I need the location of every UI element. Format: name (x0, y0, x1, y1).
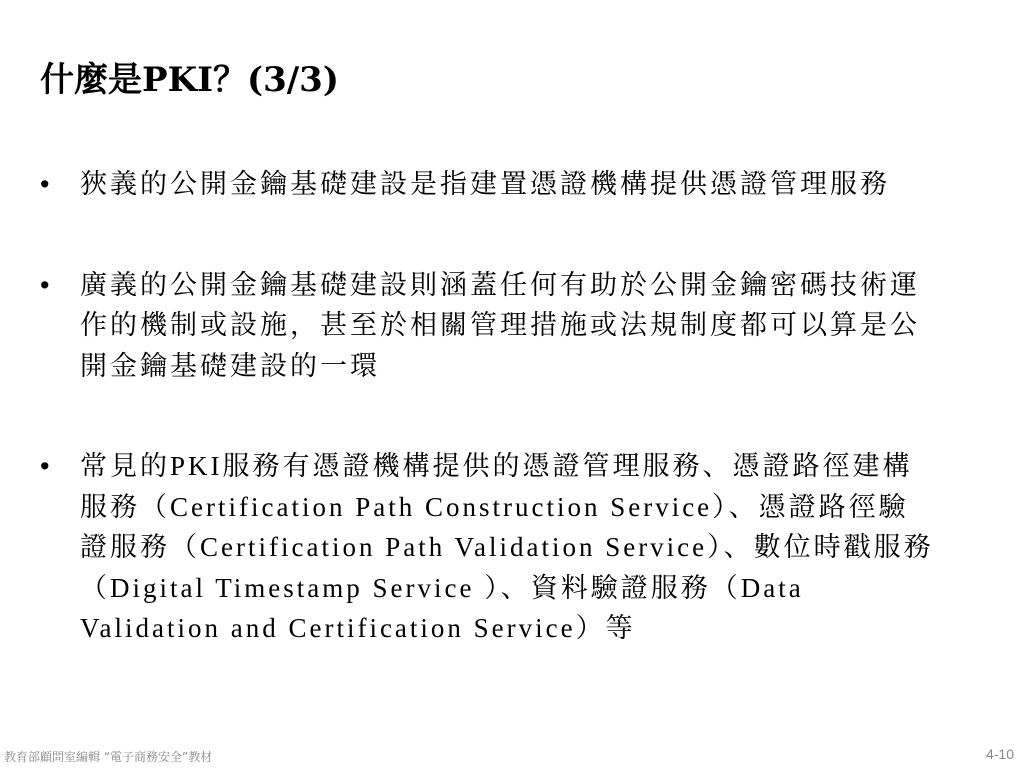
bullet-text: 常見的PKI服務有憑證機構提供的憑證管理服務、憑證路徑建構服務（Certification Path Construction Service）、憑證路徑驗證服務（Certification Path Validation Service）、數位時戳服務（Digital Timestamp Service ）、資料驗證服務（Data Validation and Certification Service）等 (80, 451, 934, 643)
bullet-item (36, 164, 936, 205)
bullet-list (36, 164, 936, 649)
bullet-item (36, 265, 936, 387)
bullet-text: 廣義的公開金鑰基礎建設則涵蓋任何有助於公開金鑰密碼技術運作的機制或設施，甚至於相關管理措施或法規制度都可以算是公開金鑰基礎建設的一環 (80, 269, 920, 381)
bullet-text: 狹義的公開金鑰基礎建設是指建置憑證機構提供憑證管理服務 (80, 169, 890, 199)
bullet-item (36, 446, 936, 649)
page-number: 4-10 (985, 746, 1014, 762)
bullet-icon: • (40, 269, 50, 300)
footer-source: 教育部顧問室編輯 “電子商務安全”教材 (4, 750, 213, 764)
slide-title: 什麼是PKI？(3/3) (40, 60, 339, 100)
bullet-icon: • (40, 169, 50, 199)
bullet-icon: • (40, 451, 50, 481)
